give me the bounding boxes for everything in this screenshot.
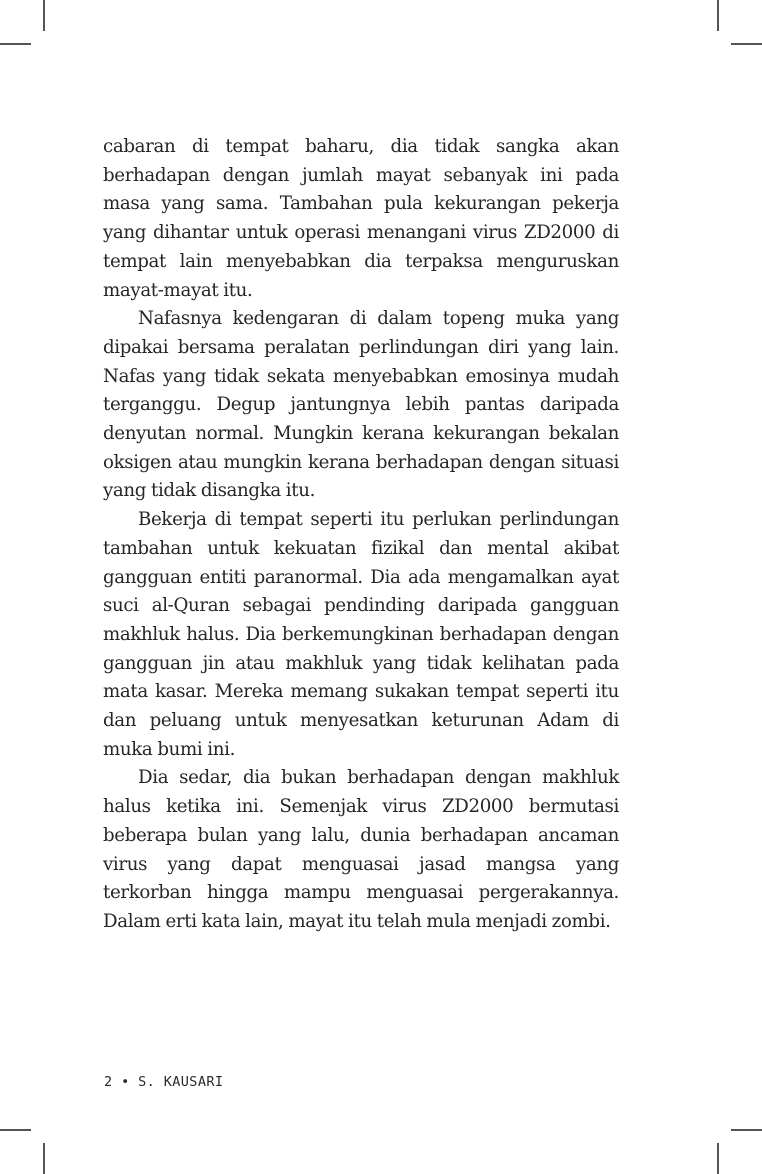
- paragraph-2: Nafasnya kedengaran di dalam topeng muka yang dipakai bersama peralatan perlindungan diri yang lain. Nafas yang tidak sekata menyebabkan emosinya mudah terganggu. Degup jantungnya lebih pantas daripada denyutan normal. Mungkin kerana kekurangan bekalan oksigen atau mungkin kerana berhadapan dengan situasi yang tidak disangka itu.: [103, 308, 619, 502]
- crop-mark-bottom-right-horizontal: [731, 1129, 762, 1131]
- crop-mark-bottom-left-horizontal: [0, 1129, 31, 1131]
- crop-mark-top-left-horizontal: [0, 43, 31, 45]
- crop-mark-top-right-vertical: [717, 0, 719, 31]
- crop-mark-bottom-right-vertical: [717, 1143, 719, 1174]
- paragraph-4: Dia sedar, dia bukan berhadapan dengan makhluk halus ketika ini. Semenjak virus ZD2000 bermutasi beberapa bulan yang lalu, dunia berhadapan ancaman virus yang dapat menguasai jasad mangsa yang terkorban hingga mampu menguasai pergerakannya. Dalam erti kata lain, mayat itu telah mula menjadi zombi.: [103, 767, 619, 932]
- crop-mark-bottom-left-vertical: [43, 1143, 45, 1174]
- paragraph-3: Bekerja di tempat seperti itu perlukan perlindungan tambahan untuk kekuatan fizikal dan mental akibat gangguan entiti paranormal. Dia ada mengamalkan ayat suci al-Quran sebagai pendinding daripada gangguan makhluk halus. Dia berkemungkinan berhadapan dengan gangguan jin atau makhluk yang tidak kelihatan pada mata kasar. Mereka memang sukakan tempat seperti itu dan peluang untuk menyesatkan keturunan Adam di muka bumi ini.: [103, 509, 619, 760]
- footer-separator-bullet-icon: •: [121, 1074, 130, 1090]
- body-text: [103, 133, 619, 937]
- author-name: S. KAUSARI: [138, 1074, 224, 1090]
- page-number: 2: [104, 1074, 113, 1090]
- crop-mark-top-right-horizontal: [731, 43, 762, 45]
- running-footer: [104, 1074, 223, 1090]
- paragraph-1: cabaran di tempat baharu, dia tidak sangka akan berhadapan dengan jumlah mayat sebanyak ini pada masa yang sama. Tambahan pula kekurangan pekerja yang dihantar untuk operasi menangani virus ZD2000 di tempat lain menyebabkan dia terpaksa menguruskan mayat-mayat itu.: [103, 136, 619, 301]
- crop-mark-top-left-vertical: [43, 0, 45, 31]
